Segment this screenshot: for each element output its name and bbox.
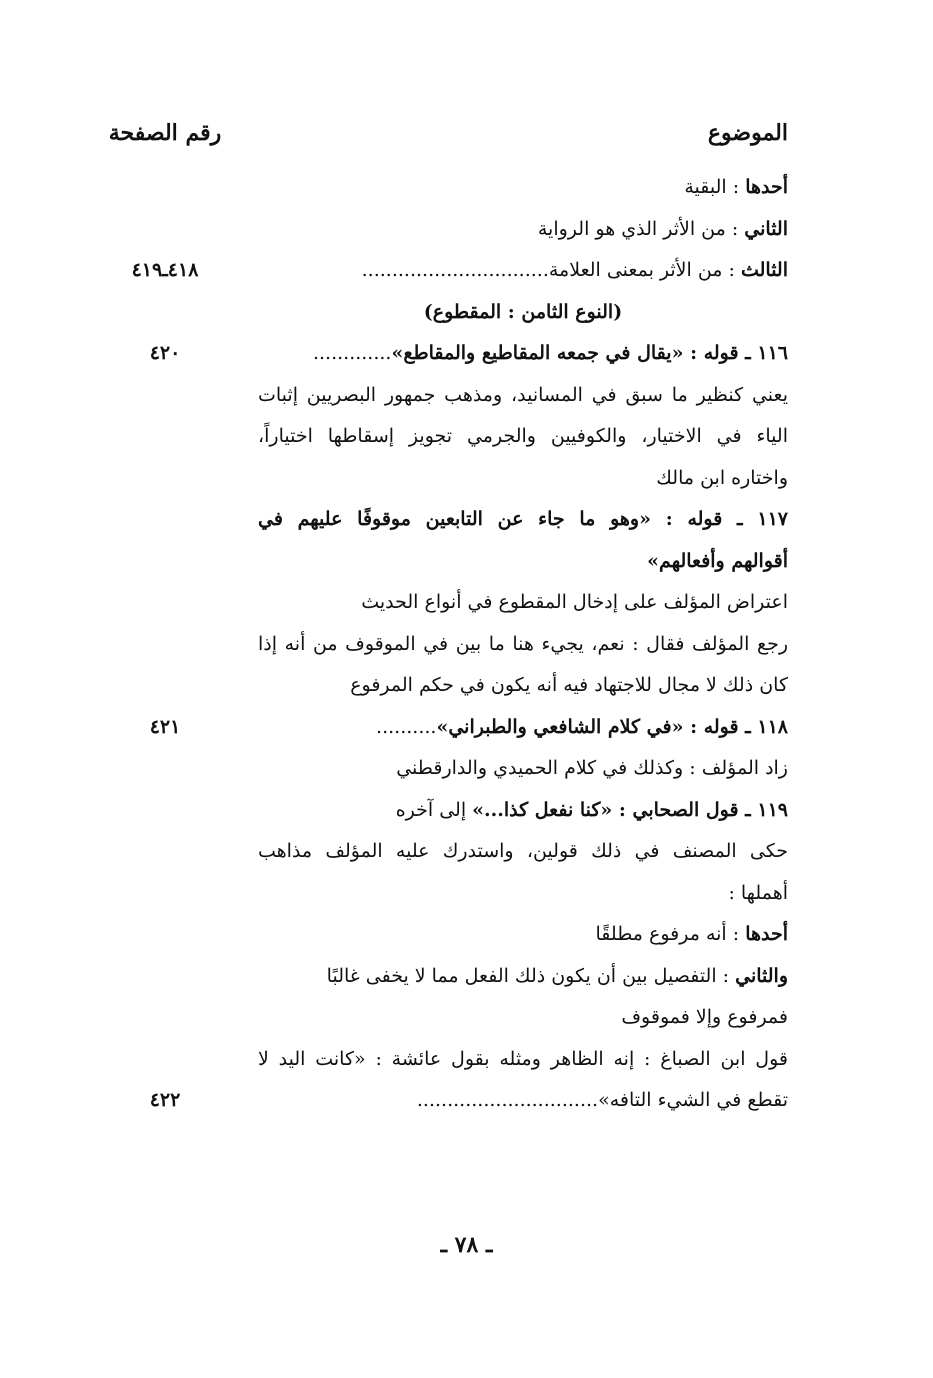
entry-text: رجع المؤلف فقال : نعم، يجيء هنا ما بين في الموقوف من أنه إذا xyxy=(258,632,788,655)
index-line xyxy=(0,500,933,542)
index-line xyxy=(0,1081,933,1123)
index-line xyxy=(0,210,933,252)
leader-dots: ............................... xyxy=(361,259,549,281)
index-line xyxy=(0,459,933,501)
entry-text: : أنه مرفوع مطلقًا xyxy=(595,923,746,945)
index-line xyxy=(0,1040,933,1082)
column-header-page-number: رقم الصفحة xyxy=(108,120,222,146)
entry-text: واختاره ابن مالك xyxy=(656,466,788,489)
entry-text: إلى آخره xyxy=(395,798,473,821)
entry-title: ١١٧ ـ قوله : «وهو ما جاء عن التابعين موقوفًا عليهم في xyxy=(258,508,788,530)
entry-text: : من الأثر بمعنى العلامة xyxy=(548,259,741,281)
index-line xyxy=(0,749,933,791)
entry-title: ١١٨ ـ قوله : «في كلام الشافعي والطبراني» xyxy=(436,715,788,738)
page-ref: ٤٢٠ xyxy=(149,342,181,364)
entry-text: : التفصيل بين أن يكون ذلك الفعل مما لا يخفى غالبًا xyxy=(326,964,736,987)
index-line xyxy=(0,334,933,376)
page-ref: ٤٢٢ xyxy=(149,1089,181,1111)
leader-dots: .............................. xyxy=(416,1089,599,1111)
entry-lead: الثالث xyxy=(740,259,788,281)
index-line xyxy=(0,915,933,957)
entry-lead: الثاني xyxy=(744,217,788,240)
index-line xyxy=(0,832,933,874)
entry-text: اعتراض المؤلف على إدخال المقطوع في أنواع الحديث xyxy=(361,591,788,613)
entry-text: الياء في الاختيار، والكوفيين والجرمي تجويز إسقاطها اختياراً، xyxy=(258,425,788,447)
section-heading xyxy=(0,293,933,335)
page-number-footer: ـ ٧٨ ـ xyxy=(440,1232,493,1258)
index-line xyxy=(0,998,933,1040)
entry-text: فمرفوع وإلا فموقوف xyxy=(621,1006,788,1028)
index-line xyxy=(0,791,933,833)
entry-lead: والثاني xyxy=(735,964,788,987)
entry-text: يعني كنظير ما سبق في المسانيد، ومذهب جمهور البصريين إثبات xyxy=(258,383,788,406)
index-line xyxy=(0,957,933,999)
entry-title: أقوالهم وأفعالهم» xyxy=(647,549,788,572)
index-line xyxy=(0,708,933,750)
index-line xyxy=(0,251,933,293)
section-heading-text: (النوع الثامن : المقطوع) xyxy=(423,300,623,323)
column-header-topic: الموضوع xyxy=(707,120,788,146)
entry-text: : البقية xyxy=(684,176,746,198)
index-line xyxy=(0,542,933,584)
index-line xyxy=(0,376,933,418)
page-ref: ٤١٨ـ٤١٩ xyxy=(131,259,199,281)
entry-lead: أحدها xyxy=(745,923,788,945)
page-ref: ٤٢١ xyxy=(149,715,181,738)
entry-text: : من الأثر الذي هو الرواية xyxy=(537,217,745,240)
entry-text: حكى المصنف في ذلك قولين، واستدرك عليه المؤلف مذاهب xyxy=(258,840,788,862)
index-line xyxy=(0,417,933,459)
index-line xyxy=(0,625,933,667)
entry-lead: أحدها xyxy=(745,176,788,198)
index-entries xyxy=(0,168,933,1123)
index-line xyxy=(0,168,933,210)
index-line xyxy=(0,583,933,625)
leader-dots: .......... xyxy=(376,715,437,738)
entry-text: كان ذلك لا مجال للاجتهاد فيه أنه يكون في حكم المرفوع xyxy=(350,674,788,696)
entry-text: قول ابن الصباغ : إنه الظاهر ومثله بقول عائشة : «كانت اليد لا xyxy=(258,1047,788,1070)
entry-text: أهملها : xyxy=(728,881,788,904)
entry-text: تقطع في الشيء التافه» xyxy=(598,1089,788,1111)
entry-title: ١١٦ ـ قوله : «يقال في جمعه المقاطيع والمقاطع» xyxy=(391,342,788,364)
leader-dots: ............. xyxy=(312,342,392,364)
index-line xyxy=(0,666,933,708)
entry-text: زاد المؤلف : وكذلك في كلام الحميدي والدارقطني xyxy=(396,757,788,779)
index-line xyxy=(0,874,933,916)
entry-lead: ١١٩ ـ قول الصحابي : «كنا نفعل كذا...» xyxy=(472,798,788,821)
